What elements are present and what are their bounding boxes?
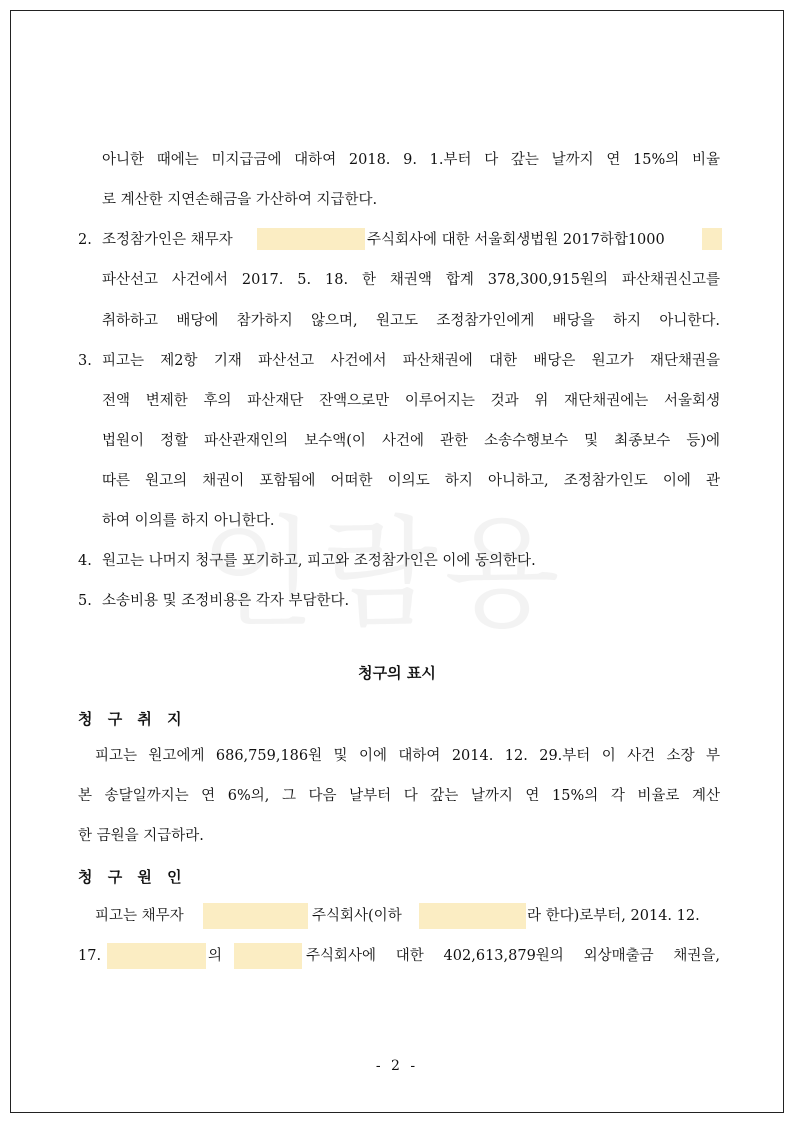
redaction-box (234, 943, 302, 969)
clause-2-line-1-b: 주식회사에 대한 서울회생법원 2017하합1000 (367, 232, 665, 248)
claim-cause-line-1-c: 라 한다)로부터, 2014. 12. (527, 908, 700, 924)
claim-purpose-line-3: 한 금원을 지급하라. (78, 828, 204, 844)
claim-purpose-line-1: 피고는 원고에게 686,759,186원 및 이에 대하여 2014. 12. 29.부터 이 사건 소장 부 (95, 748, 720, 764)
clause-4-text: 원고는 나머지 청구를 포기하고, 피고와 조정참가인은 이에 동의한다. (102, 553, 536, 569)
redaction-box (203, 903, 308, 929)
redaction-box (257, 228, 365, 250)
clause-1-line-1: 아니한 때에는 미지급금에 대하여 2018. 9. 1.부터 다 갚는 날까지 연 15%의 비율 (102, 152, 720, 168)
claim-cause-line-1-a: 피고는 채무자 (95, 908, 184, 924)
clause-2-line-3: 취하하고 배당에 참가하지 않으며, 원고도 조정참가인에게 배당을 하지 아니한다. (102, 313, 720, 329)
claim-cause-line-1-b: 주식회사(이하 (312, 908, 402, 924)
redaction-box (702, 228, 722, 250)
section-title: 청구의 표시 (358, 664, 436, 682)
clause-2-line-1-a: 조정참가인은 채무자 (102, 232, 233, 248)
clause-3-line-3: 법원이 정할 파산관재인의 보수액(이 사건에 관한 소송수행보수 및 최종보수 등)에 (102, 433, 720, 449)
clause-5-text: 소송비용 및 조정비용은 각자 부담한다. (102, 593, 350, 609)
clause-3-line-2: 전액 변제한 후의 파산재단 잔액으로만 이루어지는 것과 위 재단채권에는 서울회생 (102, 393, 720, 409)
claim-cause-heading: 청 구 원 인 (78, 868, 187, 886)
claim-cause-line-2-b: 의 (208, 948, 223, 964)
page-number: - 2 - (375, 1058, 419, 1074)
redaction-box (107, 943, 206, 969)
clause-1-line-2: 로 계산한 지연손해금을 가산하여 지급한다. (102, 192, 378, 208)
clause-3-line-5: 하여 이의를 하지 아니한다. (102, 513, 275, 529)
claim-purpose-heading: 청 구 취 지 (78, 710, 187, 728)
clause-4-number: 4. (78, 553, 92, 569)
clause-5-number: 5. (78, 593, 92, 609)
claim-purpose-line-2: 본 송달일까지는 연 6%의, 그 다음 날부터 다 갚는 날까지 연 15%의 각 비율로 계산 (78, 788, 720, 804)
clause-3-number: 3. (78, 353, 92, 369)
claim-cause-line-2-a: 17. (78, 948, 102, 964)
redaction-box (419, 903, 526, 929)
claim-cause-line-2-c: 주식회사에 대한 402,613,879원의 외상매출금 채권을, (306, 948, 720, 964)
clause-3-line-4: 따른 원고의 채권이 포함됨에 어떠한 이의도 하지 아니하고, 조정참가인도 이에 관 (102, 473, 720, 489)
clause-2-line-2: 파산선고 사건에서 2017. 5. 18. 한 채권액 합계 378,300,915원의 파산채권신고를 (102, 272, 720, 288)
clause-3-line-1: 피고는 제2항 기재 파산선고 사건에서 파산채권에 대한 배당은 원고가 재단채권을 (102, 353, 720, 369)
clause-2-number: 2. (78, 232, 92, 248)
